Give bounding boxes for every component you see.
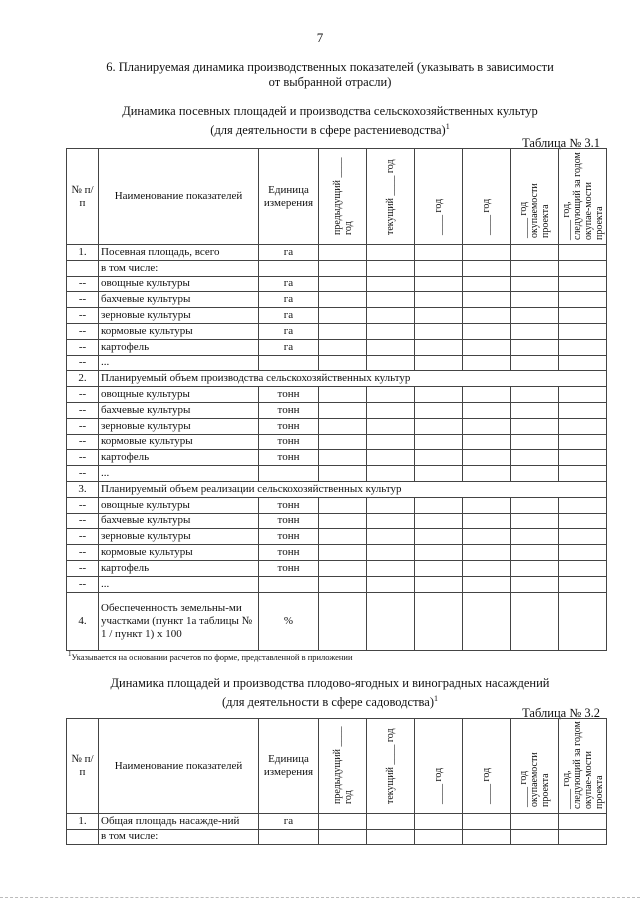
value-cell	[319, 592, 367, 650]
value-cell	[559, 355, 607, 371]
table-row	[67, 560, 607, 576]
value-cell	[511, 308, 559, 324]
value-cell	[367, 276, 415, 292]
row-indicator-name: картофель	[99, 339, 259, 355]
footnote: $^1$Указывается на основании расчетов по форме, представленной в приложении	[68, 650, 353, 662]
value-cell	[463, 292, 511, 308]
value-cell	[415, 529, 463, 545]
row-indicator-name: Обеспеченность земельны-ми участками (пункт 1а таблицы № 1 / пункт 1) x 100	[99, 592, 259, 650]
value-cell	[559, 260, 607, 276]
value-cell	[559, 276, 607, 292]
value-cell	[559, 387, 607, 403]
value-cell	[415, 513, 463, 529]
value-cell	[367, 434, 415, 450]
row-number: --	[67, 402, 99, 418]
row-indicator-name: картофель	[99, 450, 259, 466]
row-indicator-name: Посевная площадь, всего	[99, 245, 259, 261]
row-unit: тонн	[259, 387, 319, 403]
value-cell	[511, 592, 559, 650]
value-cell	[511, 402, 559, 418]
value-cell	[559, 434, 607, 450]
table-row	[67, 260, 607, 276]
header-current-year: текущий ____ год	[385, 728, 396, 804]
value-cell	[559, 497, 607, 513]
row-number: --	[67, 497, 99, 513]
row-indicator-name: Общая площадь насажде-ний	[99, 814, 259, 830]
header-year-3: ____ год	[433, 198, 444, 235]
table-row	[67, 814, 607, 830]
value-cell	[463, 450, 511, 466]
value-cell	[319, 245, 367, 261]
value-cell	[559, 513, 607, 529]
value-cell	[559, 450, 607, 466]
value-cell	[463, 434, 511, 450]
value-cell	[415, 308, 463, 324]
value-cell	[319, 292, 367, 308]
value-cell	[367, 260, 415, 276]
section-title-line1: 6. Планируемая динамика производственных показателей (указывать в зависимости	[106, 60, 554, 74]
value-cell	[415, 434, 463, 450]
row-number: --	[67, 355, 99, 371]
row-unit	[259, 355, 319, 371]
row-indicator-name: в том числе:	[99, 829, 259, 845]
value-cell	[367, 529, 415, 545]
value-cell	[511, 245, 559, 261]
value-cell	[463, 466, 511, 482]
row-indicator-name: бахчевые культуры	[99, 513, 259, 529]
row-number: --	[67, 292, 99, 308]
value-cell	[367, 560, 415, 576]
value-cell	[559, 592, 607, 650]
table2-title-line1: Динамика площадей и производства плодово-ягодных и виноградных насаждений	[110, 676, 550, 690]
value-cell	[415, 418, 463, 434]
value-cell	[415, 592, 463, 650]
row-unit: га	[259, 308, 319, 324]
table-row	[67, 276, 607, 292]
row-number: --	[67, 576, 99, 592]
row-number	[67, 829, 99, 845]
value-cell	[511, 814, 559, 830]
row-unit	[259, 576, 319, 592]
header-name: Наименование показателей	[99, 149, 259, 245]
table-row	[67, 339, 607, 355]
value-cell	[511, 355, 559, 371]
row-number: --	[67, 545, 99, 561]
row-number: --	[67, 466, 99, 482]
value-cell	[463, 545, 511, 561]
value-cell	[319, 450, 367, 466]
value-cell	[415, 402, 463, 418]
row-unit: га	[259, 276, 319, 292]
table1-label: Таблица № 3.1	[522, 136, 600, 150]
value-cell	[367, 387, 415, 403]
value-cell	[559, 545, 607, 561]
row-unit: тонн	[259, 418, 319, 434]
value-cell	[511, 339, 559, 355]
value-cell	[463, 323, 511, 339]
value-cell	[367, 418, 415, 434]
value-cell	[319, 355, 367, 371]
row-unit: га	[259, 245, 319, 261]
value-cell	[319, 466, 367, 482]
value-cell	[319, 513, 367, 529]
value-cell	[415, 387, 463, 403]
row-unit: га	[259, 814, 319, 830]
value-cell	[463, 497, 511, 513]
row-number: 1.	[67, 814, 99, 830]
header-payback-year: ____ год окупаемости проекта	[518, 752, 551, 807]
header-number: № п/п	[67, 719, 99, 814]
value-cell	[319, 545, 367, 561]
value-cell	[511, 529, 559, 545]
value-cell	[367, 576, 415, 592]
row-unit	[259, 466, 319, 482]
row-unit	[259, 829, 319, 845]
table-row	[67, 402, 607, 418]
row-number: 3.	[67, 481, 99, 497]
value-cell	[559, 339, 607, 355]
table-row	[67, 371, 607, 387]
value-cell	[415, 450, 463, 466]
header-year-4: ____ год	[481, 198, 492, 235]
value-cell	[463, 576, 511, 592]
value-cell	[511, 497, 559, 513]
value-cell	[367, 497, 415, 513]
page-bottom-divider	[0, 897, 640, 898]
row-number: 1.	[67, 245, 99, 261]
row-indicator-name: овощные культуры	[99, 387, 259, 403]
value-cell	[415, 576, 463, 592]
header-year-3: ____ год	[433, 767, 444, 804]
value-cell	[511, 323, 559, 339]
row-number: --	[67, 529, 99, 545]
row-unit	[259, 260, 319, 276]
value-cell	[511, 418, 559, 434]
row-unit: тонн	[259, 402, 319, 418]
value-cell	[319, 497, 367, 513]
row-unit: га	[259, 292, 319, 308]
value-cell	[319, 829, 367, 845]
value-cell	[463, 529, 511, 545]
table1-title	[60, 104, 600, 138]
value-cell	[559, 466, 607, 482]
row-number: --	[67, 513, 99, 529]
header-number: № п/п	[67, 149, 99, 245]
value-cell	[511, 466, 559, 482]
table-row	[67, 323, 607, 339]
table1-title-line2: (для деятельности в сфере растениеводства)$^1$	[210, 122, 450, 138]
value-cell	[511, 292, 559, 308]
header-unit: Единица измерения	[259, 719, 319, 814]
row-indicator-name: в том числе:	[99, 260, 259, 276]
value-cell	[511, 387, 559, 403]
table-row	[67, 434, 607, 450]
table-row	[67, 545, 607, 561]
value-cell	[559, 323, 607, 339]
value-cell	[559, 402, 607, 418]
row-unit: тонн	[259, 434, 319, 450]
header-current-year: текущий ____ год	[385, 158, 396, 235]
row-indicator-name: зерновые культуры	[99, 529, 259, 545]
row-indicator-name: овощные культуры	[99, 276, 259, 292]
value-cell	[319, 418, 367, 434]
value-cell	[319, 260, 367, 276]
row-indicator-name: бахчевые культуры	[99, 292, 259, 308]
row-number: --	[67, 450, 99, 466]
row-indicator-name: бахчевые культуры	[99, 402, 259, 418]
value-cell	[559, 529, 607, 545]
value-cell	[511, 576, 559, 592]
value-cell	[463, 814, 511, 830]
value-cell	[319, 402, 367, 418]
value-cell	[319, 387, 367, 403]
header-payback-year: ____ год окупаемости проекта	[518, 182, 551, 238]
value-cell	[511, 434, 559, 450]
value-cell	[367, 292, 415, 308]
row-number: 2.	[67, 371, 99, 387]
header-year-4: ____ год	[481, 767, 492, 804]
value-cell	[511, 829, 559, 845]
table-row	[67, 829, 607, 845]
table-row	[67, 450, 607, 466]
value-cell	[463, 387, 511, 403]
row-number: --	[67, 434, 99, 450]
value-cell	[415, 560, 463, 576]
header-after-payback: ____ год, следующий за годом окупае-мости проекта	[561, 721, 605, 809]
value-cell	[463, 355, 511, 371]
table-3-1	[66, 148, 607, 651]
row-indicator-name: зерновые культуры	[99, 308, 259, 324]
row-indicator-name: кормовые культуры	[99, 434, 259, 450]
section-title-line2: от выбранной отрасли)	[268, 75, 392, 89]
table-3-2	[66, 718, 607, 845]
row-unit: тонн	[259, 450, 319, 466]
value-cell	[463, 339, 511, 355]
value-cell	[511, 513, 559, 529]
table2-label: Таблица № 3.2	[522, 706, 600, 720]
row-unit: тонн	[259, 513, 319, 529]
value-cell	[463, 592, 511, 650]
value-cell	[559, 576, 607, 592]
table-row	[67, 497, 607, 513]
table-row	[67, 466, 607, 482]
value-cell	[559, 829, 607, 845]
value-cell	[367, 545, 415, 561]
table-row	[67, 529, 607, 545]
row-unit: га	[259, 323, 319, 339]
row-indicator-name: ...	[99, 355, 259, 371]
value-cell	[463, 418, 511, 434]
value-cell	[367, 450, 415, 466]
value-cell	[415, 339, 463, 355]
row-unit: тонн	[259, 529, 319, 545]
row-number: --	[67, 276, 99, 292]
value-cell	[559, 418, 607, 434]
value-cell	[511, 560, 559, 576]
value-cell	[559, 292, 607, 308]
row-number: --	[67, 308, 99, 324]
value-cell	[463, 245, 511, 261]
table-row	[67, 355, 607, 371]
value-cell	[367, 814, 415, 830]
value-cell	[415, 466, 463, 482]
value-cell	[463, 513, 511, 529]
value-cell	[319, 576, 367, 592]
row-number: --	[67, 339, 99, 355]
value-cell	[319, 276, 367, 292]
value-cell	[415, 260, 463, 276]
row-number: --	[67, 387, 99, 403]
row-number	[67, 260, 99, 276]
value-cell	[415, 355, 463, 371]
value-cell	[367, 402, 415, 418]
table-row	[67, 308, 607, 324]
row-unit: га	[259, 339, 319, 355]
row-unit: тонн	[259, 545, 319, 561]
value-cell	[367, 592, 415, 650]
value-cell	[319, 814, 367, 830]
value-cell	[367, 355, 415, 371]
value-cell	[367, 466, 415, 482]
value-cell	[511, 260, 559, 276]
value-cell	[463, 308, 511, 324]
value-cell	[415, 814, 463, 830]
value-cell	[319, 308, 367, 324]
value-cell	[319, 434, 367, 450]
row-indicator-name: Планируемый объем реализации сельскохозяйственных культур	[99, 481, 607, 497]
page-number: 7	[316, 30, 324, 45]
table-row	[67, 418, 607, 434]
value-cell	[367, 323, 415, 339]
table-row	[67, 513, 607, 529]
value-cell	[463, 560, 511, 576]
row-number: 4.	[67, 592, 99, 650]
header-prev-year: предыдущий ____ год	[331, 157, 354, 235]
value-cell	[463, 402, 511, 418]
row-indicator-name: зерновые культуры	[99, 418, 259, 434]
value-cell	[319, 560, 367, 576]
row-number: --	[67, 418, 99, 434]
value-cell	[367, 829, 415, 845]
value-cell	[415, 276, 463, 292]
row-unit: тонн	[259, 560, 319, 576]
value-cell	[415, 292, 463, 308]
row-indicator-name: ...	[99, 466, 259, 482]
table-row	[67, 245, 607, 261]
value-cell	[559, 814, 607, 830]
value-cell	[319, 323, 367, 339]
value-cell	[367, 245, 415, 261]
value-cell	[463, 829, 511, 845]
value-cell	[511, 545, 559, 561]
row-number: --	[67, 323, 99, 339]
value-cell	[463, 260, 511, 276]
value-cell	[463, 276, 511, 292]
value-cell	[319, 339, 367, 355]
value-cell	[511, 276, 559, 292]
value-cell	[415, 245, 463, 261]
table-row	[67, 481, 607, 497]
header-prev-year: предыдущий ____ год	[331, 726, 354, 804]
row-indicator-name: картофель	[99, 560, 259, 576]
row-indicator-name: кормовые культуры	[99, 323, 259, 339]
value-cell	[415, 545, 463, 561]
value-cell	[319, 529, 367, 545]
value-cell	[367, 513, 415, 529]
table-row	[67, 576, 607, 592]
value-cell	[367, 308, 415, 324]
value-cell	[559, 560, 607, 576]
value-cell	[415, 323, 463, 339]
row-unit: %	[259, 592, 319, 650]
value-cell	[415, 497, 463, 513]
value-cell	[511, 450, 559, 466]
header-name: Наименование показателей	[99, 719, 259, 814]
row-indicator-name: Планируемый объем производства сельскохозяйственных культур	[99, 371, 607, 387]
table-row	[67, 592, 607, 650]
table-row	[67, 387, 607, 403]
header-after-payback: ____ год, следующий за годом окупае-мости проекта	[561, 151, 605, 240]
section-title	[60, 60, 600, 90]
row-unit: тонн	[259, 497, 319, 513]
table2-title-line2: (для деятельности в сфере садоводства)$^1$	[222, 694, 438, 710]
value-cell	[559, 245, 607, 261]
row-indicator-name: ...	[99, 576, 259, 592]
value-cell	[367, 339, 415, 355]
header-unit: Единица измерения	[259, 149, 319, 245]
row-indicator-name: кормовые культуры	[99, 545, 259, 561]
value-cell	[559, 308, 607, 324]
table1-title-line1: Динамика посевных площадей и производства сельскохозяйственных культур	[122, 104, 538, 118]
value-cell	[415, 829, 463, 845]
row-number: --	[67, 560, 99, 576]
table-row	[67, 292, 607, 308]
row-indicator-name: овощные культуры	[99, 497, 259, 513]
